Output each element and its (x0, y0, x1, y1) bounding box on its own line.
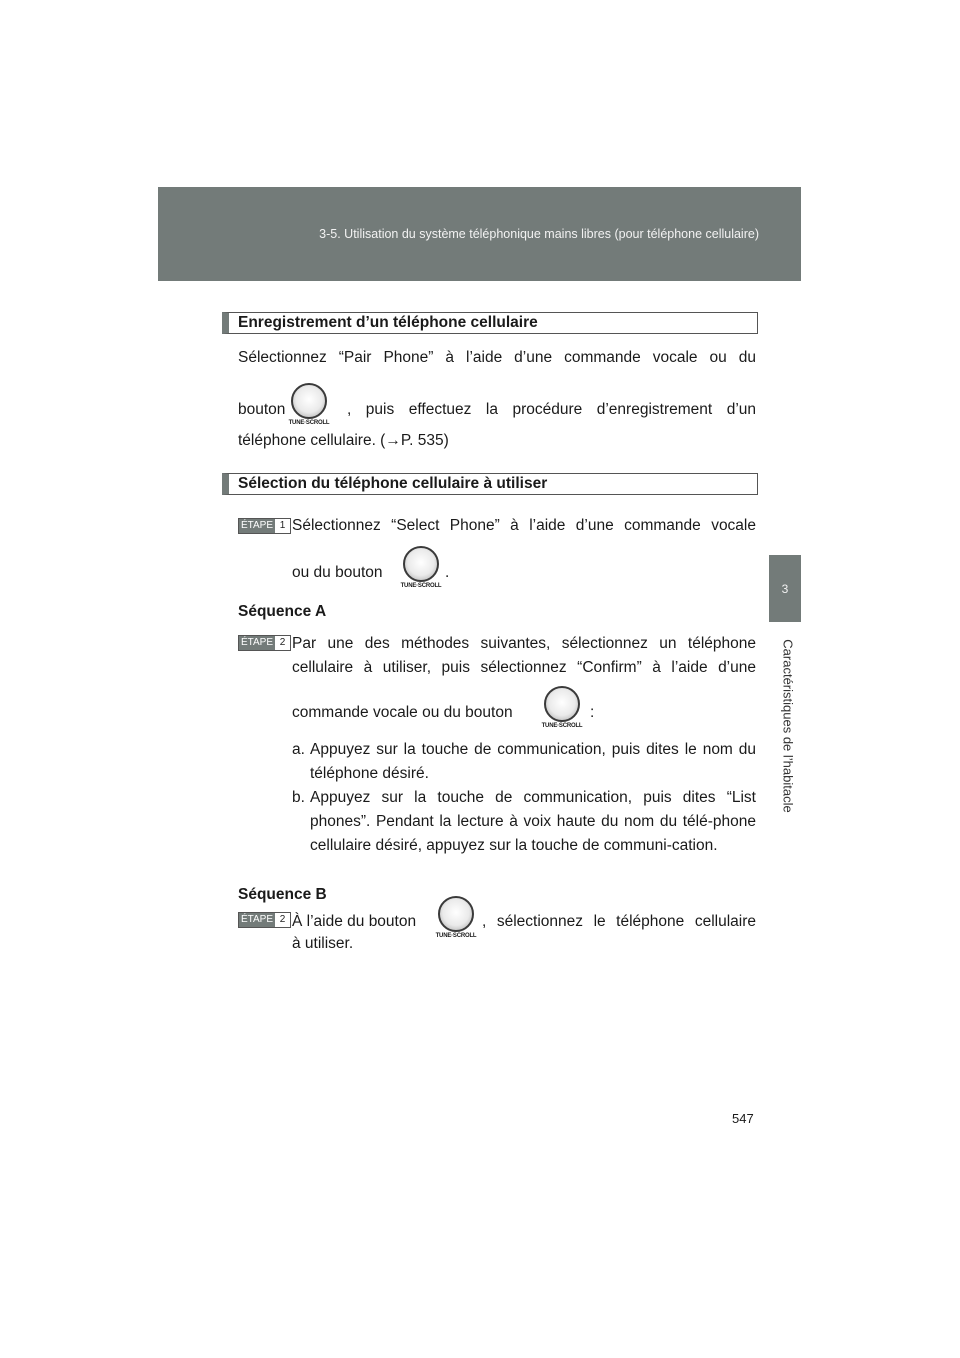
list-marker-b: b. (292, 789, 305, 806)
step-badge-number: 1 (279, 520, 286, 531)
seq-b-step-line-1-start: À l’aide du bouton (292, 913, 417, 930)
seq-a-step-line-3-start: commande vocale ou du bouton (292, 704, 513, 721)
chapter-title: 3-5. Utilisation du système téléphonique mains libres (pour téléphone cellulaire) (319, 227, 759, 241)
dial-caption: TUNE·SCROLL (541, 723, 583, 729)
chapter-tab (769, 555, 801, 622)
registration-line-2-end: , puis effectuez la procédure d’enregistrement d’un (347, 401, 756, 418)
list-item-a-text: Appuyez sur la touche de communication, puis dites le nom du téléphone désiré. (310, 741, 756, 782)
step-badge-label: ÉTAPE (240, 914, 274, 925)
dial-caption: TUNE·SCROLL (435, 933, 477, 939)
step-badge-2b (238, 912, 291, 928)
tune-scroll-dial-icon (536, 686, 588, 734)
seq-a-step-line-1: Par une des méthodes suivantes, sélectionnez un téléphone (292, 635, 756, 652)
sequence-b-heading: Séquence B (238, 886, 327, 903)
dial-knob (544, 686, 580, 722)
sequence-a-heading: Séquence A (238, 603, 327, 620)
tune-scroll-dial-icon (283, 383, 335, 431)
dial-caption: TUNE·SCROLL (400, 583, 442, 589)
registration-line-3: téléphone cellulaire. (→P. 535) (238, 432, 449, 449)
seq-b-step-line-2: à utiliser. (292, 935, 354, 952)
step-badge-1 (238, 518, 291, 534)
registration-line-2-start: bouton (238, 401, 286, 418)
step-badge-label: ÉTAPE (240, 520, 274, 531)
list-marker-a: a. (292, 741, 305, 758)
tune-scroll-dial-icon (395, 546, 450, 594)
seq-b-step-line-1-end: , sélectionnez le téléphone cellulaire (482, 913, 756, 930)
step-badge-label: ÉTAPE (240, 637, 274, 648)
chapter-header (158, 187, 801, 281)
seq-a-step-line-3-end: : (590, 704, 595, 721)
dial-knob (438, 896, 474, 932)
tune-scroll-dial-icon (430, 896, 482, 944)
step1-line-2-start: ou du bouton (292, 564, 383, 581)
step-badge-number: 2 (279, 637, 286, 648)
step1-line-1: Sélectionnez “Select Phone” à l’aide d’une commande vocale (292, 517, 756, 534)
section-title-registration: Enregistrement d’un téléphone cellulaire (222, 312, 758, 334)
section-title-selection: Sélection du téléphone cellulaire à utiliser (222, 473, 758, 495)
dial-caption: TUNE·SCROLL (288, 420, 330, 426)
dial-knob (291, 383, 327, 419)
registration-line-1: Sélectionnez “Pair Phone” à l’aide d’une commande vocale ou du (238, 349, 756, 366)
dial-knob (403, 546, 439, 582)
chapter-side-label: Caractéristiques de l’habitacle (780, 639, 796, 813)
list-item-b-text: Appuyez sur la touche de communication, puis dites “List phones”. Pendant la lecture à voix haute du nom du télé-phone cellulaire désiré, appuyez sur la touche de communi-cation. (310, 789, 756, 854)
chapter-tab-number: 3 (781, 581, 789, 596)
page-number: 547 (732, 1111, 754, 1126)
step-badge-number: 2 (279, 914, 286, 925)
step1-line-2-end: . (445, 564, 450, 581)
step-badge-2 (238, 635, 291, 651)
seq-a-step-line-2: cellulaire à utiliser, puis sélectionnez “Confirm” à l’aide d’une (292, 659, 756, 676)
